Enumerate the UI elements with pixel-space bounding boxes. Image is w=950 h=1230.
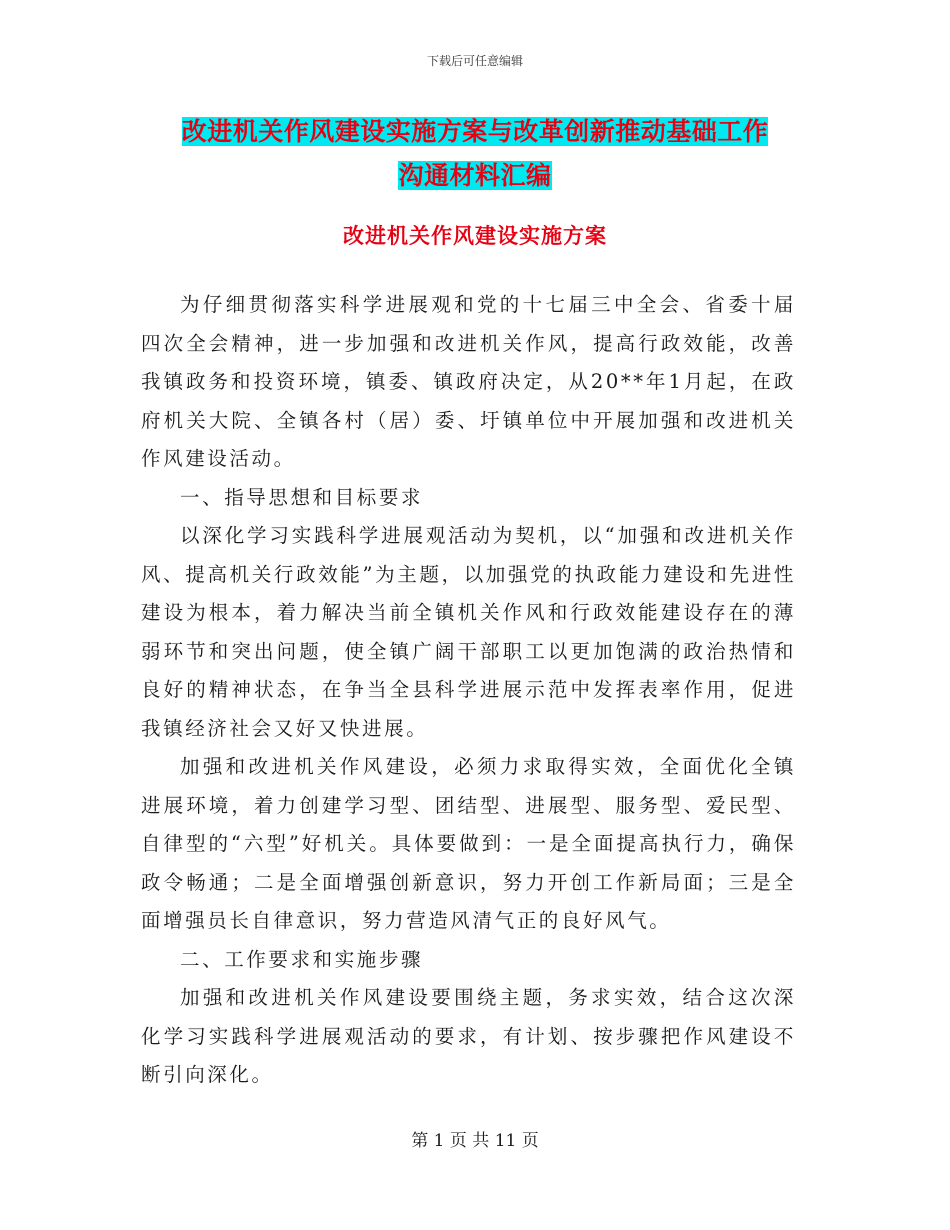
paragraph-intro: 为仔细贯彻落实科学进展观和党的十七届三中全会、省委十届四次全会精神，进一步加强和改进机关作风，提高行政效能，改善我镇政务和投资环境，镇委、镇政府决定，从20**年1月起，在政府机关大院、全镇各村（居）委、圩镇单位中开展加强和改进机关作风建设活动。: [141, 293, 796, 470]
document-body: [141, 286, 796, 1095]
page-footer: 第 1 页 共 11 页: [411, 1131, 539, 1151]
paragraph-guiding-ideology: 以深化学习实践科学进展观活动为契机，以“加强和改进机关作风、提高机关行政效能”为主题，以加强党的执政能力建设和先进性建设为根本，着力解决当前全镇机关作风和行政效能建设存在的薄弱环节和突出问题，使全镇广阔干部职工以更加饱满的政治热情和良好的精神状态，在争当全县科学进展示范中发挥表率作用，促进我镇经济社会又好又快进展。: [141, 524, 796, 740]
header-note: 下载后可任意编辑: [426, 54, 523, 68]
heading-work-steps: 二、工作要求和实施步骤: [180, 947, 424, 971]
document-title-line-2: 沟通材料汇编: [398, 161, 552, 190]
document-title: [140, 110, 810, 198]
section-title: 改进机关作风建设实施方案: [343, 223, 607, 248]
paragraph-work-steps: 加强和改进机关作风建设要围绕主题，务求实效，结合这次深化学习实践科学进展观活动的要求，有计划、按步骤把作风建设不断引向深化。: [141, 986, 796, 1086]
heading-guiding-ideology: 一、指导思想和目标要求: [180, 485, 424, 509]
document-title-line-1: 改进机关作风建设实施方案与改革创新推动基础工作: [181, 117, 769, 146]
paragraph-requirements: 加强和改进机关作风建设，必须力求取得实效，全面优化全镇进展环境，着力创建学习型、团结型、进展型、服务型、爱民型、自律型的“六型”好机关。具体要做到：一是全面提高执行力，确保政令畅通；二是全面增强创新意识，努力开创工作新局面；三是全面增强员长自律意识，努力营造风清气正的良好风气。: [141, 755, 796, 932]
